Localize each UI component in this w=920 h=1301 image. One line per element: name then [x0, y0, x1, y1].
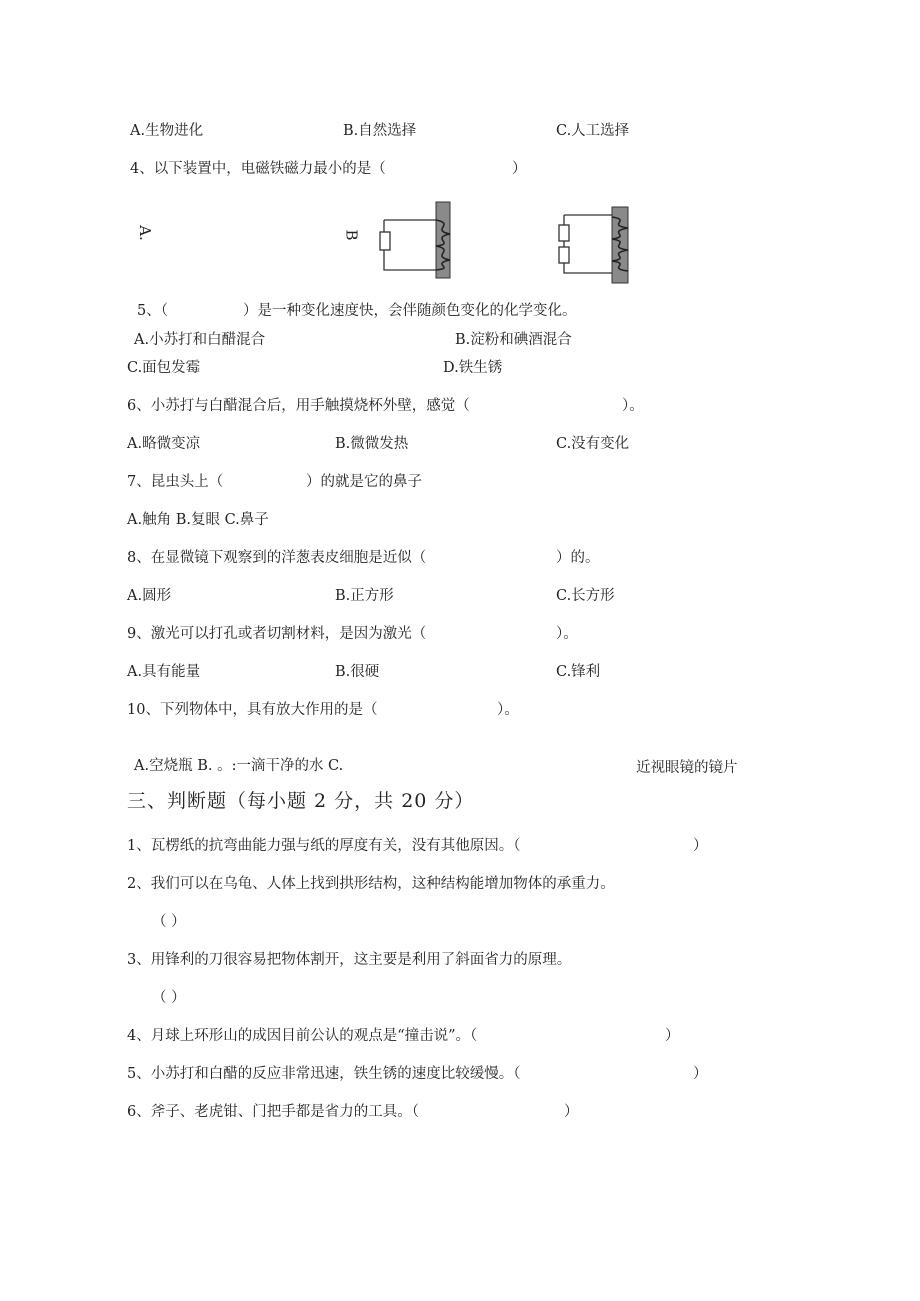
q10-options-left: A.空烧瓶 B. 。:一滴干净的水 C.	[134, 758, 344, 774]
q6-option-a: A.略微变凉	[127, 436, 201, 452]
q4-stem: 4、以下装置中，电磁铁磁力最小的是（	[130, 161, 386, 177]
q3-option-a: A.生物进化	[130, 123, 204, 139]
q7-stem: 7、昆虫头上（	[127, 474, 224, 490]
q8-option-b: B.正方形	[335, 588, 394, 604]
q10-close-paren: ）。	[497, 702, 519, 718]
q5-stem-open: 5、（	[137, 303, 168, 319]
q5-option-a: A.小苏打和白醋混合	[134, 332, 266, 348]
q4-label-a: A.	[135, 225, 154, 241]
q3-option-b: B.自然选择	[343, 123, 417, 139]
judge-item-4-close: ）	[665, 1028, 680, 1044]
judge-item-3: 3、用锋利的刀很容易把物体割开，这主要是利用了斜面省力的原理。	[127, 952, 572, 968]
q6-option-b: B.微微发热	[335, 436, 409, 452]
q5-option-d: D.铁生锈	[443, 360, 503, 376]
judge-item-4: 4、月球上环形山的成因目前公认的观点是“撞击说”。（	[127, 1028, 478, 1044]
q4-label-b: B	[342, 229, 361, 241]
q7-stem-rest: ）的就是它的鼻子	[306, 474, 422, 490]
judge-item-6-close: ）	[564, 1104, 579, 1120]
q5-stem-rest: ）是一种变化速度快，会伴随颜色变化的化学变化。	[243, 303, 577, 319]
judge-item-3-paren: （ ）	[152, 990, 186, 1006]
q8-stem: 8、在显微镜下观察到的洋葱表皮细胞是近似（	[127, 550, 427, 566]
q6-close-paren: ）。	[622, 398, 644, 414]
section3-title: 三、判断题（每小题 2 分，共 20 分）	[127, 790, 475, 812]
q8-option-a: A.圆形	[127, 588, 172, 604]
q9-option-a: A.具有能量	[127, 664, 201, 680]
circuit-two-battery-figure	[554, 205, 634, 285]
judge-item-2-paren: （ ）	[152, 914, 186, 930]
q7-options: A.触角 B.复眼 C.鼻子	[127, 512, 269, 528]
judge-item-1: 1、瓦楞纸的抗弯曲能力强与纸的厚度有关，没有其他原因。（	[127, 838, 521, 854]
q6-stem: 6、小苏打与白醋混合后，用手触摸烧杯外壁，感觉（	[127, 398, 470, 414]
q6-option-c: C.没有变化	[556, 436, 630, 452]
circuit-one-battery-figure	[378, 196, 456, 280]
judge-item-5-close: ）	[693, 1066, 708, 1082]
q8-close-paren: ）的。	[556, 550, 600, 566]
q10-stem: 10、下列物体中，具有放大作用的是（	[127, 702, 378, 718]
q4-close-paren: ）	[512, 161, 527, 177]
q5-option-c: C.面包发霉	[127, 360, 201, 376]
q3-option-c: C.人工选择	[556, 123, 630, 139]
judge-item-2: 2、我们可以在乌龟、人体上找到拱形结构，这种结构能增加物体的承重力。	[127, 876, 615, 892]
q10-options-right: 近视眼镜的镜片	[636, 760, 738, 776]
q9-option-c: C.锋利	[556, 664, 601, 680]
q9-option-b: B.很硬	[335, 664, 380, 680]
judge-item-6: 6、斧子、老虎钳、门把手都是省力的工具。（	[127, 1104, 419, 1120]
q9-stem: 9、激光可以打孔或者切割材料，是因为激光（	[127, 626, 427, 642]
q9-close-paren: ）。	[556, 626, 578, 642]
q5-option-b: B.淀粉和碘酒混合	[455, 332, 572, 348]
judge-item-1-close: ）	[693, 838, 708, 854]
judge-item-5: 5、小苏打和白醋的反应非常迅速，铁生锈的速度比较缓慢。（	[127, 1066, 521, 1082]
q8-option-c: C.长方形	[556, 588, 615, 604]
